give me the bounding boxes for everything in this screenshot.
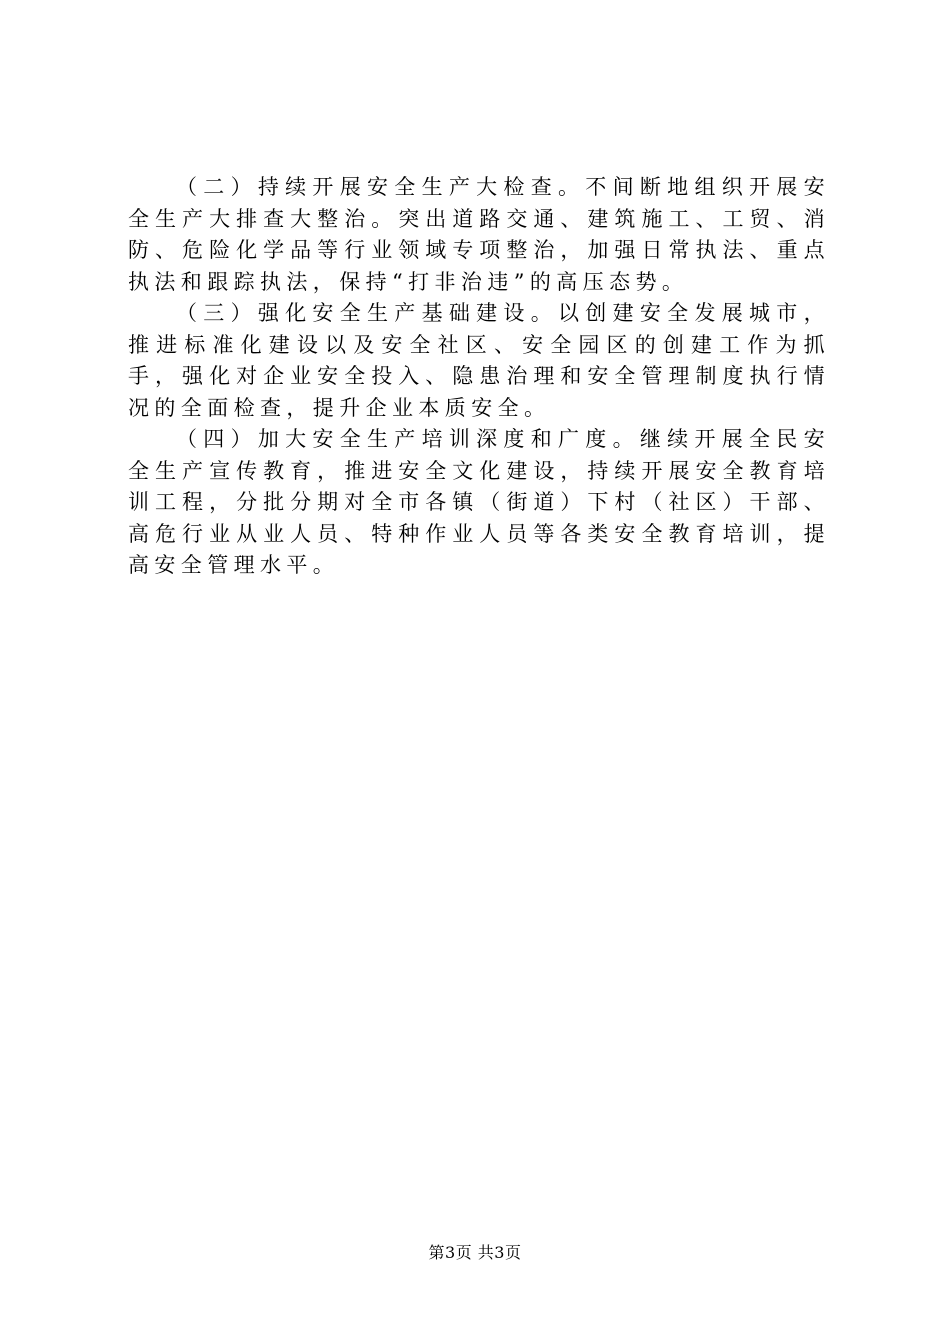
- page-number-footer: 第3页 共3页: [428, 1243, 522, 1262]
- paragraph-3-basic-construction: （三）强化安全生产基础建设。以创建安全发展城市，推进标准化建设以及安全社区、安全园区的创建工作为抓手，强化对企业安全投入、隐患治理和安全管理制度执行情况的全面检查，提升企业本质安全。: [128, 301, 830, 420]
- document-body: [128, 172, 830, 582]
- paragraph-2-safety-inspection: （二）持续开展安全生产大检查。不间断地组织开展安全生产大排查大整治。突出道路交通、建筑施工、工贸、消防、危险化学品等行业领域专项整治，加强日常执法、重点执法和跟踪执法，保持“打非治违”的高压态势。: [128, 175, 830, 294]
- paragraph-4-training: （四）加大安全生产培训深度和广度。继续开展全民安全生产宣传教育，推进安全文化建设，持续开展安全教育培训工程，分批分期对全市各镇（街道）下村（社区）干部、高危行业从业人员、特种作业人员等各类安全教育培训，提高安全管理水平。: [128, 427, 830, 577]
